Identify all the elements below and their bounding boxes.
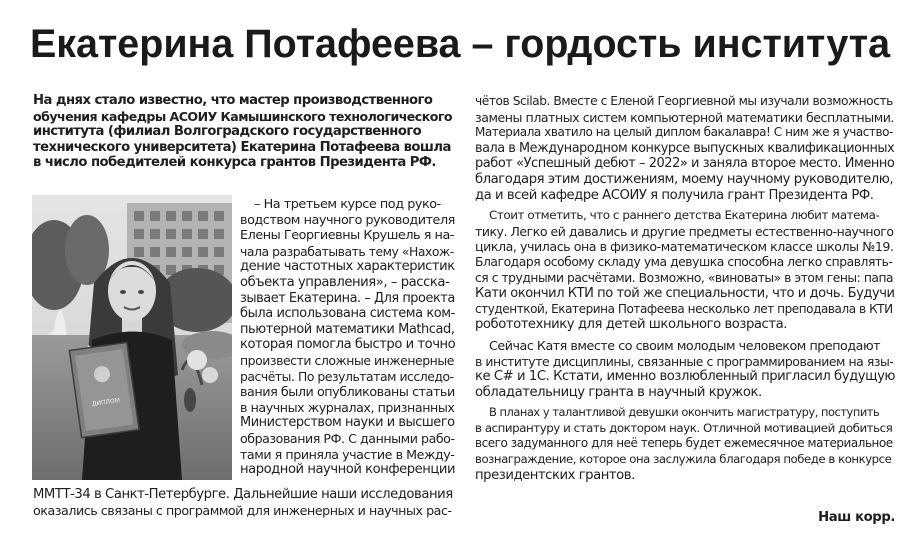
text-line: народной научной конференции: [240, 462, 456, 478]
text-line: В планах у талантливой девушки окончить магистратуру, поступить: [489, 405, 880, 420]
text-line: расчёты. По результатам исследо-: [240, 368, 454, 384]
text-line: цикла, училась она в физико-математическом классе школы №19.: [475, 239, 894, 255]
text-line: Материала хватило на целый диплом бакалавра! С ним же я участво-: [475, 125, 893, 140]
text-line: была использована система ком-: [240, 306, 455, 322]
text-line: в научных журналах, признанных: [240, 399, 455, 415]
text-line: работ «Успешный дебют – 2022» и заняла второе место. Именно: [475, 156, 895, 172]
diploma-label: ДИПЛОМ: [91, 396, 121, 408]
text-line: зывает Екатерина. – Для проекта: [240, 290, 455, 306]
text-line: робототехнику для детей школьного возраста.: [475, 317, 787, 333]
lead-line: обучения кафедры АСОИУ Камышинского технологического: [33, 108, 452, 124]
photo-illustration: [32, 195, 232, 480]
text-line: в аспирантуру и стать доктором наук. Отличной мотивацией добиться: [475, 420, 893, 435]
text-line: Кати окончил КТИ по той же специальности, что и дочь. Будучи: [475, 286, 895, 302]
lead-line: института (филиал Волгоградского государственного: [33, 124, 422, 140]
text-line: чала разрабатывать тему «Нахож-: [240, 243, 454, 259]
text-line: Благодаря особому складу ума девушка способна легко справлять-: [475, 254, 893, 269]
text-line: оказались связаны с программой для инженерных и научных рас-: [33, 502, 452, 518]
text-line: произвести сложные инженерные: [240, 352, 454, 368]
text-line: – На третьем курсе под руко-: [254, 197, 441, 212]
article-lead: [33, 93, 453, 171]
text-line: Сейчас Катя вместе со своим молодым человеком преподают: [489, 337, 881, 353]
text-line: Елены Георгиевны Крушель я на-: [240, 228, 454, 244]
text-line: вознаграждение, которое она заслужила благодаря победе в конкурсе: [475, 452, 892, 467]
paragraph: [475, 208, 895, 333]
text-line: пьютерной математики Mathcad,: [240, 321, 455, 337]
text-line: Министерством науки и высшего: [240, 415, 455, 431]
text-line: ММТТ-34 в Санкт-Петербурге. Дальнейшие наши исследования: [33, 487, 453, 502]
text-line: всего задуманного для неё теперь будет ежемесячное материальное: [475, 436, 893, 451]
text-line: тами я приняла участие в Между-: [240, 446, 455, 462]
lead-line: На днях стало известно, что мастер производственного: [33, 93, 433, 108]
text-line: благодаря этим достижениям, моему научному руководителю,: [475, 171, 894, 187]
article-column-right: [475, 94, 895, 483]
text-line: президентских грантов.: [475, 467, 635, 483]
text-line: ке C# и 1С. Кстати, именно возлюбленный пригласил будущую: [475, 369, 896, 385]
text-line: которая помогла быстро и точно: [240, 337, 456, 353]
text-line: Стоит отметить, что с раннего детства Екатерина любит матема-: [489, 208, 880, 223]
article-signature: Наш корр.: [818, 510, 895, 525]
article-column-left-continuation: [33, 487, 453, 518]
text-line: вания были опубликованы статьи: [240, 384, 455, 400]
text-line: дение частотных характеристик: [240, 259, 455, 275]
text-line: замены платных систем компьютерной математики бесплатными.: [475, 109, 894, 125]
lead-line: технического университета) Екатерина Потафеева вошла: [33, 139, 451, 155]
text-line: водством научного руководителя: [240, 212, 455, 228]
article-title: Екатерина Потафеева – гордость института: [30, 22, 890, 66]
text-line: да и всей кафедре АСОИУ я получила грант Президента РФ.: [475, 187, 874, 203]
text-line: обладательницу гранта в научный кружок.: [475, 384, 762, 400]
text-line: в институте дисциплины, связанные с программированием на язы-: [475, 353, 894, 369]
text-line: вала в Международном конкурсе выпускных квалификационных: [475, 140, 895, 156]
text-line: студенткой, Екатерина Потафеева несколько лет преподавала в КТИ: [475, 301, 893, 316]
paragraph: [475, 405, 895, 483]
paragraph: [475, 94, 895, 203]
paragraph: [475, 338, 895, 400]
text-line: тику. Легко ей давались и другие предметы естественно-научного: [475, 223, 894, 239]
text-line: чётов Scilab. Вместе с Еленой Георгиевной мы изучали возможность: [475, 94, 893, 108]
text-line: ся с трудными расчётами. Возможно, «виноваты» в этом гены: папа: [475, 270, 894, 285]
text-line: объекта управления», – расска-: [240, 274, 450, 290]
article-column-left: [240, 197, 455, 478]
article-photo: [32, 195, 232, 480]
lead-line: в число победителей конкурса грантов Президента РФ.: [33, 155, 436, 171]
text-line: образования РФ. С данными рабо-: [240, 430, 455, 446]
